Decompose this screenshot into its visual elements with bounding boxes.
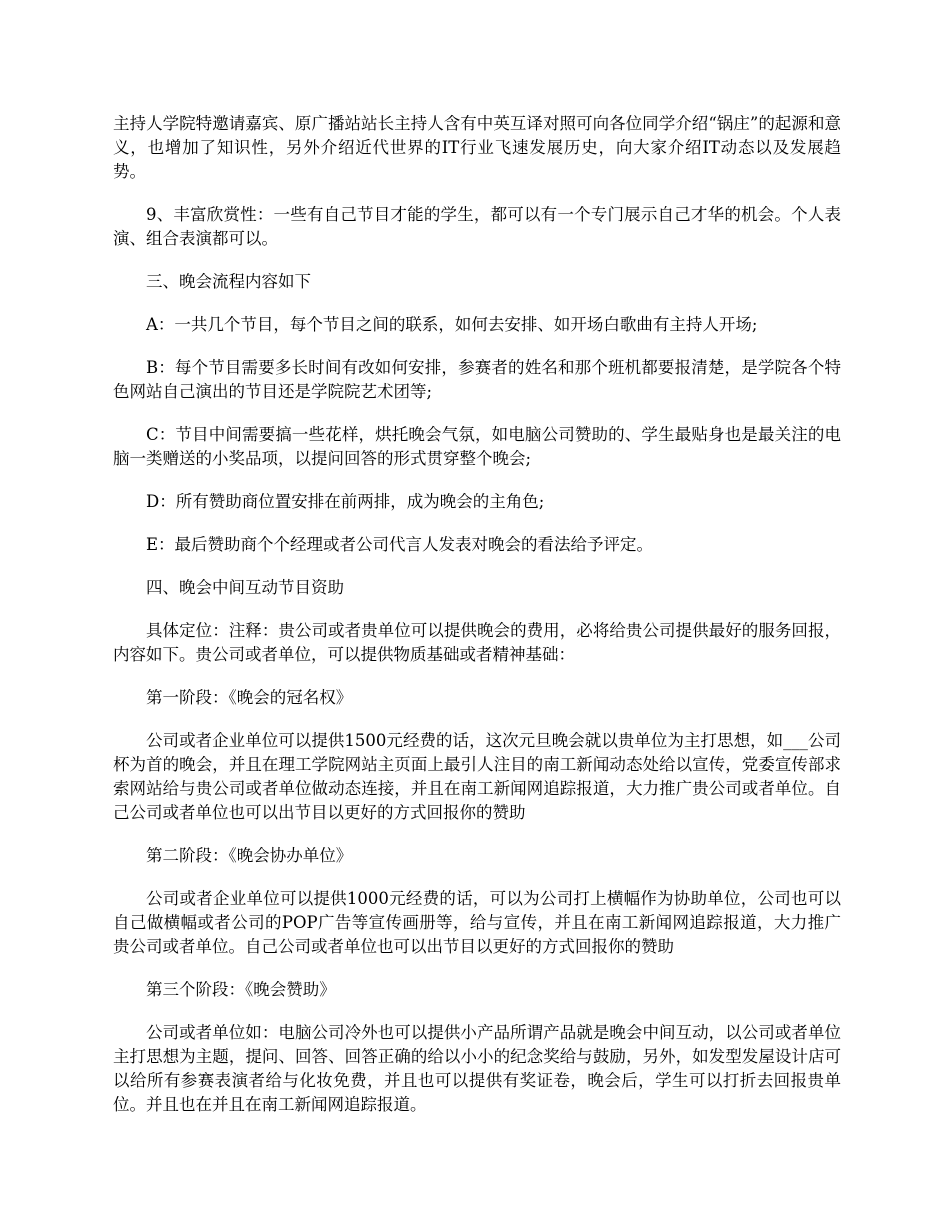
paragraph-item-e: E：最后赞助商个个经理或者公司代言人发表对晚会的看法给予评定。 xyxy=(146,535,654,554)
stage-1-heading: 第一阶段：《晚会的冠名权》 xyxy=(146,688,353,707)
paragraph-item-9: 9、丰富欣赏性：一些有自己节目才能的学生，都可以有一个专门展示自己才华的机会。个人表演、组合表演都可以。 xyxy=(113,205,841,248)
stage-3-heading: 第三个阶段：《晚会赞助》 xyxy=(146,980,336,999)
paragraph-positioning: 具体定位：注释：贵公司或者贵单位可以提供晚会的费用，必将给贵公司提供最好的服务回报，内容如下。贵公司或者单位，可以提供物质基础或者精神基础： xyxy=(113,621,841,664)
paragraph-item-b: B：每个节目需要多长时间有改如何安排，参赛者的姓名和那个班机都要报清楚，是学院各个特色网站自己演出的节目还是学院院艺术团等; xyxy=(113,358,841,401)
stage-2-body: 公司或者企业单位可以提供1000元经费的话，可以为公司打上横幅作为协助单位，公司也可以自己做横幅或者公司的POP广告等宣传画册等，给与宣传，并且在南工新闻网追踪报道，大力推广贵公司或者单位。自己公司或者单位也可以出节目以更好的方式回报你的赞助 xyxy=(113,889,841,956)
stage-2-heading: 第二阶段：《晚会协办单位》 xyxy=(146,846,353,865)
document-body xyxy=(113,112,841,1136)
stage-3-body: 公司或者单位如：电脑公司冷外也可以提供小产品所谓产品就是晚会中间互动，以公司或者单位主打思想为主题，提问、回答、回答正确的给以小小的纪念奖给与鼓励，另外，如发型发屋设计店可以给所有参赛表演者给与化妆免费，并且也可以提供有奖证卷，晚会后，学生可以打折去回报贵单位。并且也在并且在南工新闻网追踪报道。 xyxy=(113,1023,841,1114)
paragraph-guozhuang-intro: 主持人学院特邀请嘉宾、原广播站站长主持人含有中英互译对照可向各位同学介绍“锅庄”的起源和意义，也增加了知识性，另外介绍近代世界的IT行业飞速发展历史，向大家介绍IT动态以及发展趋势。 xyxy=(113,114,841,181)
paragraph-item-d: D：所有赞助商位置安排在前两排，成为晚会的主角色; xyxy=(146,492,545,511)
section-heading-3: 三、晚会流程内容如下 xyxy=(146,272,311,291)
stage-1-body: 公司或者企业单位可以提供1500元经费的话，这次元旦晚会就以贵单位为主打思想，如___公司杯为首的晚会，并且在理工学院网站主页面上最引人注目的南工新闻动态处给以宣传，党委宣传部求索网站给与贵公司或者单位做动态连接，并且在南工新闻网追踪报道，大力推广贵公司或者单位。自己公司或者单位也可以出节目以更好的方式回报你的赞助 xyxy=(113,731,841,822)
paragraph-item-c: C：节目中间需要搞一些花样，烘托晚会气氛，如电脑公司赞助的、学生最贴身也是最关注的电脑一类赠送的小奖品项，以提问回答的形式贯穿整个晚会; xyxy=(113,425,841,468)
paragraph-item-a: A：一共几个节目，每个节目之间的联系，如何去安排、如开场白歌曲有主持人开场; xyxy=(146,315,758,334)
section-heading-4: 四、晚会中间互动节目资助 xyxy=(146,578,344,597)
